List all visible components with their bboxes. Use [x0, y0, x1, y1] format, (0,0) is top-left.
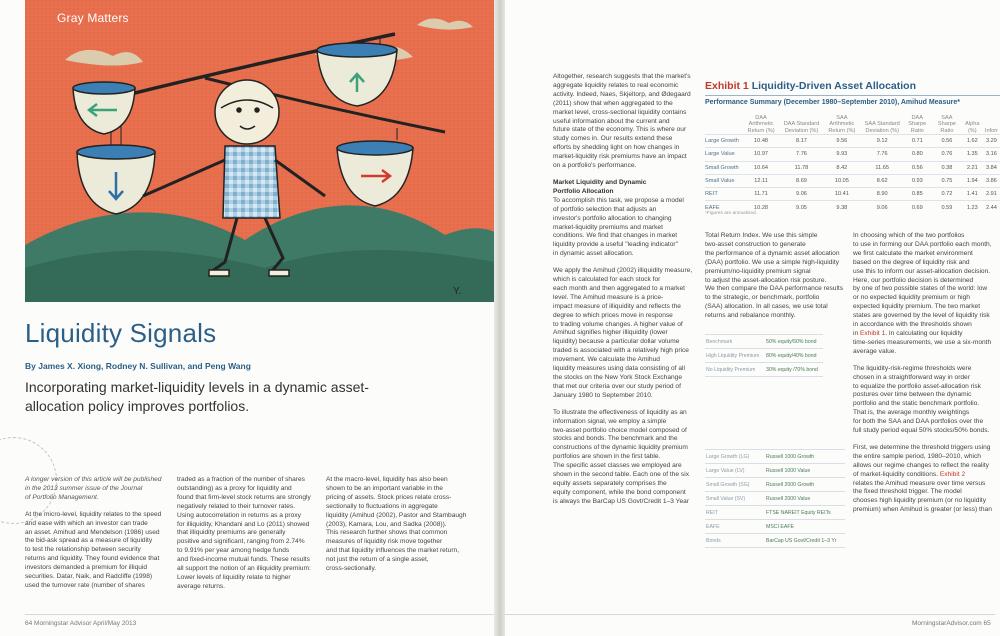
left-column-1 — [25, 476, 161, 591]
text-line: the stocks on the New York Stock Exchange — [553, 374, 683, 381]
table-row — [705, 506, 845, 520]
text-line: securities. Datar, Naik, and Radcliffe (1998) — [25, 573, 153, 581]
value-cell: 3.29 — [983, 135, 1000, 148]
row-value: Russell 1000 Growth — [765, 450, 845, 464]
text-line: That is, the average monthly weightings — [853, 409, 970, 417]
section-tag: Gray Matters — [57, 11, 129, 25]
text-line: sectionally to fluctuations in aggregate — [326, 502, 438, 510]
text-line: shown in the second table. Each one of the six — [553, 471, 689, 479]
row-value: Russell 1000 Value — [765, 464, 845, 478]
value-cell: 9.05 — [781, 201, 822, 214]
text-line: liquidity provide a useful "leading indicator" — [553, 241, 678, 249]
text-line: The liquidity-risk-regime thresholds were — [853, 364, 972, 372]
table-row — [705, 349, 823, 363]
column-header: SAA Arithmetic Return (%) — [828, 114, 856, 134]
value-cell: 1.35 — [962, 148, 983, 161]
text-line: an asset. Amihud and Mendelson (1986) used — [25, 528, 160, 536]
asset-class-cell: Large Value — [705, 148, 741, 161]
row-value: 80% equity/40% bond — [765, 349, 823, 363]
text-line: liquidity measures using data consisting of all — [553, 365, 685, 373]
text-line: found that firm-level stock returns are strongly — [177, 493, 311, 501]
right-column-2 — [705, 232, 843, 321]
text-line: pricing of assets. Stock prices relate cross- — [326, 493, 452, 501]
text-line: expected liquidity premium. The two market — [853, 303, 981, 311]
text-line: of market-liquidity conditions. Exhibit 2 — [853, 470, 966, 478]
text-line: to adjust the asset-allocation risk posture. — [705, 276, 827, 284]
article-dek: Incorporating market-liquidity levels in a dynamic asset-allocation policy improves portfolios. — [25, 379, 369, 414]
value-cell: 11.71 — [741, 188, 781, 201]
text-line: January 1980 to September 2010. — [553, 391, 653, 399]
artist-signature: Y. — [453, 286, 462, 297]
paragraph-gap — [553, 259, 692, 267]
text-line: Altogether, research suggests that the market's — [553, 73, 691, 80]
paragraph-gap — [553, 401, 692, 409]
text-line: to equalize the portfolio asset-allocation risk — [853, 382, 981, 390]
text-line: and ease with which an investor can trade — [25, 519, 148, 527]
text-line: or no expected liquidity premium or high — [853, 294, 970, 302]
table-row — [705, 135, 1000, 148]
row-value: 30% equity /70% bond — [765, 363, 823, 377]
value-cell: 3.16 — [983, 148, 1000, 161]
text-line: to trading volume changes. A higher value of — [553, 320, 683, 328]
text-line: average returns. — [177, 582, 226, 590]
text-line: (2011) show that when aggregated to the — [553, 99, 673, 107]
row-label: Bonds — [705, 534, 765, 548]
text-line: constructions of the dynamic liquidity premium — [553, 444, 688, 452]
text-line: efforts by shedding light on how changes in — [553, 144, 680, 152]
performance-note: *Figures are annualized. — [705, 211, 757, 216]
text-line: level. The Amihud measure is a price- — [553, 293, 664, 301]
value-cell: 8.90 — [862, 188, 902, 201]
value-cell: 10.64 — [741, 161, 781, 174]
table-row — [705, 464, 845, 478]
row-label: Large Growth (LG) — [705, 450, 765, 464]
text-line: To accomplish this task, we propose a model — [553, 196, 684, 204]
performance-summary-title: Performance Summary (December 1980–September 2010), Amihud Measure* — [705, 99, 960, 106]
row-value: 50% equity/50% bond — [765, 335, 823, 349]
asset-class-cell: EAFE — [705, 201, 741, 214]
value-cell: 0.38 — [932, 161, 962, 174]
text-line: to test the relationship between security — [25, 546, 141, 554]
value-cell: 0.80 — [902, 148, 932, 161]
footer-rule-right — [505, 614, 995, 615]
text-line: to 9.91% per year among hedge funds — [177, 547, 290, 555]
value-cell: 1.94 — [962, 174, 983, 187]
table-row — [705, 363, 823, 377]
value-cell: 12.11 — [741, 174, 781, 187]
table-row — [705, 492, 845, 506]
text-line: Here, our portfolio decision is determined — [853, 276, 974, 284]
row-label: EAFE — [705, 520, 765, 534]
left-column-2 — [177, 476, 311, 592]
text-line: chooses high liquidity premium (or no liquidity — [853, 497, 987, 505]
row-label: No Liquidity Premium — [705, 363, 765, 377]
value-cell: 0.59 — [932, 201, 962, 214]
text-line: chosen in a straightforward way in order — [853, 373, 970, 381]
text-line: by one of two possible states of the world: low — [853, 285, 988, 293]
column-header: DAA Standard Deviation (%) — [783, 121, 820, 134]
row-value: Russell 2000 Value — [765, 492, 845, 506]
text-line: two-asset construction to generate — [705, 240, 806, 248]
table-row — [705, 520, 845, 534]
text-line: market level, cross-sectional liquidity contains — [553, 108, 687, 116]
value-cell: 0.75 — [932, 174, 962, 187]
text-line: positive and significant, ranging from 2.74% — [177, 538, 305, 546]
text-line: of portfolio selection that adjusts an — [553, 205, 657, 213]
table-row — [705, 188, 1000, 201]
footer-rule-left — [25, 614, 495, 615]
subheading-line: Portfolio Allocation — [553, 187, 614, 195]
text-line: based on the degree of liquidity risk and — [853, 258, 970, 266]
left-page — [0, 0, 495, 636]
text-line: all support the notion of an illiquidity premium: — [177, 565, 311, 573]
text-line: conditions. We find that changes in market — [553, 232, 678, 240]
text-line: traded is associated with a relatively high price — [553, 347, 689, 355]
text-line: premium) when Amihud is greater (or less) than — [853, 506, 992, 514]
table-row — [705, 148, 1000, 161]
text-line: in dynamic asset allocation. — [553, 250, 634, 258]
text-line: Lower levels of liquidity relate to higher — [177, 573, 291, 581]
value-cell: 2.91 — [983, 188, 1000, 201]
text-line: Amihud signifies higher illiquidity (lower — [553, 329, 668, 337]
value-cell: 1.62 — [962, 135, 983, 148]
text-line: To illustrate the effectiveness of liquidity as an — [553, 408, 687, 416]
text-line: full study period equal 50% stocks/50% bonds. — [853, 427, 990, 435]
text-line: investors demanded a premium for illiquid — [25, 564, 148, 572]
text-line: In choosing which of the two portfolios — [853, 232, 965, 239]
exhibit-reference[interactable]: Exhibit 1 — [859, 329, 886, 337]
asset-class-cell: Small Value — [705, 174, 741, 187]
text-line: (2003), Kamara, Lou, and Sadka (2008)). — [326, 520, 447, 528]
text-line: portfolios are shown in the first table. — [553, 453, 661, 461]
text-line: that met our criteria over our study period of — [553, 382, 681, 390]
value-cell: 8.69 — [781, 174, 822, 187]
text-line: liquidity) because a particular dollar volume — [553, 338, 680, 346]
text-line: allows our regime changes to reflect the reality — [853, 461, 989, 469]
asset-class-cell: REIT — [705, 188, 741, 201]
text-line: measures of liquidity risk move together — [326, 538, 443, 546]
text-line: useful information about the current and — [553, 117, 670, 125]
value-cell: 0.85 — [902, 188, 932, 201]
text-line: degree to which prices move in response — [553, 311, 673, 319]
exhibit-title-text: Liquidity-Driven Asset Allocation — [751, 80, 917, 92]
table-row — [705, 450, 845, 464]
text-line: for both the SAA and DAA portfolios over the — [853, 418, 984, 426]
text-line: (DAA) portfolio. We use a simple high-liquidity — [705, 258, 840, 266]
text-line: we first calculate the market environment — [853, 249, 973, 257]
value-cell: 9.38 — [822, 201, 862, 214]
table-row — [705, 174, 1000, 187]
paragraph-gap — [853, 436, 992, 444]
value-cell: 0.72 — [932, 188, 962, 201]
text-line: of Portfolio Management. — [25, 493, 99, 501]
text-line: returns and rebalance monthly. — [705, 312, 796, 320]
asset-class-cell: Small Growth — [705, 161, 741, 174]
right-footer: MorningstarAdvisor.com 65 — [912, 620, 991, 627]
text-line: market-liquidity premiums and market — [553, 223, 663, 231]
text-line: postures over time between the dynamic — [853, 391, 972, 399]
text-line: the performance of a dynamic asset allocation — [705, 249, 840, 257]
text-line: movement. We calculate the Amihud — [553, 356, 660, 364]
value-cell: 11.78 — [781, 161, 822, 174]
text-line: Using autocorrelation in returns as a proxy — [177, 511, 301, 519]
text-line: states are governed by the level of liquidity risk — [853, 312, 990, 320]
value-cell: 9.06 — [781, 188, 822, 201]
value-cell: 0.56 — [902, 161, 932, 174]
text-line: that illiquidity premiums are generally — [177, 529, 286, 537]
value-cell: 1.23 — [962, 201, 983, 214]
value-cell: 9.93 — [822, 148, 862, 161]
value-cell: 10.97 — [741, 148, 781, 161]
hero-illustration — [25, 0, 495, 302]
paragraph-gap — [553, 171, 692, 179]
text-line: (SAA) allocation. In all cases, we use total — [705, 303, 828, 311]
byline: By James X. Xiong, Rodney N. Sullivan, and Peng Wang — [25, 361, 251, 371]
text-line: This research further shows that common — [326, 529, 448, 537]
value-cell: 2.44 — [983, 201, 1000, 214]
row-label: Small Growth (SG) — [705, 478, 765, 492]
illustration-art — [25, 0, 495, 302]
value-cell: 9.56 — [822, 135, 862, 148]
column-header: DAA Arithmetic Return (%) — [747, 114, 775, 134]
text-line: At the macro-level, liquidity has also been — [326, 476, 448, 483]
text-line: activity. Indeed, Naes, Skjeltorp, and Ødegaard — [553, 90, 691, 98]
performance-table-header — [705, 110, 1000, 135]
text-line: We apply the Amihud (2002) illiquidity measure, — [553, 267, 693, 275]
row-value: BarCap US Govt/Credit 1–3 Yr — [765, 534, 845, 548]
value-cell: 8.17 — [781, 135, 822, 148]
value-cell: 0.76 — [932, 148, 962, 161]
value-cell: 10.05 — [822, 174, 862, 187]
text-line: two-asset portfolio choice model composed of — [553, 426, 687, 434]
column-header — [705, 110, 741, 135]
value-cell: 9.06 — [862, 201, 902, 214]
value-cell: 9.12 — [862, 135, 902, 148]
column-header: Inforr — [984, 127, 998, 134]
text-line: the entire sample period, 1980–2010, which — [853, 452, 981, 460]
row-value: FTSE NAREIT Equity REITs — [765, 506, 845, 520]
text-line: First, we determine the threshold triggers using — [853, 443, 991, 451]
row-value: MSCI EAFE — [765, 520, 845, 534]
exhibit-label: Exhibit 1 — [705, 80, 749, 92]
performance-table — [705, 110, 1000, 214]
row-label: Large Value (LV) — [705, 464, 765, 478]
text-line: time-series measurements, we use a six-month — [853, 338, 992, 346]
text-line: Total Return Index. We use this simple — [705, 232, 818, 239]
exhibit-title — [705, 80, 916, 92]
row-label: Small Value (SV) — [705, 492, 765, 506]
text-line: information signal, we employ a simple — [553, 417, 667, 425]
text-line: A longer version of this article will be published — [25, 476, 162, 483]
exhibit-reference[interactable]: Exhibit 2 — [939, 470, 966, 478]
text-line: cross-sectionally. — [326, 565, 377, 573]
value-cell: 7.76 — [781, 148, 822, 161]
text-line: to the strategic, or benchmark, portfolio — [705, 294, 820, 302]
text-line: negatively related to their turnover rates. — [177, 502, 296, 510]
text-line: outstanding) as a proxy for liquidity and — [177, 484, 292, 492]
value-cell: 8.62 — [862, 174, 902, 187]
value-cell: 0.93 — [902, 174, 932, 187]
paragraph-gap — [853, 357, 992, 365]
row-label: Benchmark — [705, 335, 765, 349]
text-line: the fixed threshold trigger. The model — [853, 488, 962, 496]
text-line: We then compare the DAA performance results — [705, 285, 844, 293]
text-line: which is calculated for each stock for — [553, 276, 661, 284]
value-cell: 10.28 — [741, 201, 781, 214]
exhibit-rule — [705, 95, 1000, 96]
column-header: DAA Sharpe Ratio — [908, 114, 927, 134]
value-cell: 7.76 — [862, 148, 902, 161]
value-cell: 0.56 — [932, 135, 962, 148]
value-cell: 8.42 — [822, 161, 862, 174]
paragraph-gap — [25, 503, 161, 511]
text-line: market-liquidity risk premiums have an impact — [553, 153, 687, 161]
text-line: investor's portfolio allocation to changing — [553, 214, 672, 222]
text-line: liquidity (Amihud (2002), Pastor and Stambaugh — [326, 511, 467, 519]
value-cell: 11.65 — [862, 161, 902, 174]
text-line: shown to be an important variable in the — [326, 484, 443, 492]
text-line: future state of the economy. This is where our — [553, 126, 687, 134]
left-footer: 64 Morningstar Advisor April/May 2013 — [25, 620, 137, 627]
text-line: on a portfolio's performance. — [553, 162, 637, 170]
text-line: aggregate liquidity relates to real economic — [553, 81, 679, 89]
text-line: and that liquidity influences the market return, — [326, 547, 460, 555]
row-label: REIT — [705, 506, 765, 520]
text-line: returns and liquidity. They found evidence that — [25, 555, 160, 563]
column-header: SAA Sharpe Ratio — [937, 114, 956, 134]
left-column-3 — [326, 476, 466, 574]
text-line: in accordance with the thresholds shown — [853, 321, 972, 329]
value-cell: 3.86 — [983, 174, 1000, 187]
text-line: equity assets separately comprises the — [553, 479, 667, 487]
text-line: relates the Amihud measure over time versus — [853, 479, 986, 487]
table-row — [705, 161, 1000, 174]
value-cell: 0.71 — [902, 135, 932, 148]
text-line: premium/no-liquidity premium signal — [705, 267, 811, 275]
value-cell: 0.69 — [902, 201, 932, 214]
text-line: is always the BarCap US Govt/Credit 1–3 Year — [553, 497, 689, 505]
text-line: average value. — [853, 347, 897, 355]
right-column-3 — [853, 232, 992, 515]
text-line: portfolio and the static benchmark portfolio. — [853, 400, 980, 408]
table-row — [705, 335, 823, 349]
text-line: study comes in. Our results extend these — [553, 135, 673, 143]
value-cell: 10.48 — [741, 135, 781, 148]
text-line: used the turnover rate (number of shares — [25, 581, 145, 589]
column-header: SAA Standard Deviation (%) — [864, 121, 900, 134]
right-column-1 — [553, 73, 692, 507]
text-line: At the micro-level, liquidity relates to the speed — [25, 510, 162, 518]
text-line: and fixed-income mutual funds. These results — [177, 556, 310, 564]
text-line: in Exhibit 1. In calculating our liquidity — [853, 329, 963, 337]
row-value: Russell 2000 Growth — [765, 478, 845, 492]
text-line: for illiquidity, Khandani and Lo (2011) showed — [177, 520, 310, 528]
text-line: traded as a fraction of the number of shares — [177, 476, 305, 483]
value-cell: 1.41 — [962, 188, 983, 201]
text-line: impact measure of illiquidity and reflects the — [553, 302, 681, 310]
text-line: to use in forming our DAA portfolio each month, — [853, 240, 992, 248]
text-line: The specific asset classes we employed are — [553, 462, 682, 470]
text-line: the bid-ask spread as a measure of liquidity — [25, 537, 153, 545]
value-cell: 10.41 — [822, 188, 862, 201]
value-cell: 2.21 — [962, 161, 983, 174]
text-line: equity component, while the bond component — [553, 488, 686, 496]
text-line: in the 2013 summer issue of the Journal — [25, 484, 143, 492]
allocation-table — [705, 334, 823, 377]
text-line: not just the return of a single asset, — [326, 556, 429, 564]
value-cell: 3.84 — [983, 161, 1000, 174]
asset-class-cell: Large Growth — [705, 135, 741, 148]
article-title: Liquidity Signals — [25, 318, 217, 348]
text-line: stocks and bonds. The benchmark and the — [553, 435, 678, 443]
text-line: each month and then aggregated to a market — [553, 284, 685, 292]
text-line: use this to inform our asset-allocation decision. — [853, 267, 991, 275]
table-row — [705, 478, 845, 492]
column-header: Alpha (%) — [965, 121, 980, 134]
asset-class-table — [705, 449, 845, 548]
subheading-line: Market Liquidity and Dynamic — [553, 178, 647, 186]
table-row — [705, 534, 845, 548]
row-label: High Liquidity Premium — [705, 349, 765, 363]
